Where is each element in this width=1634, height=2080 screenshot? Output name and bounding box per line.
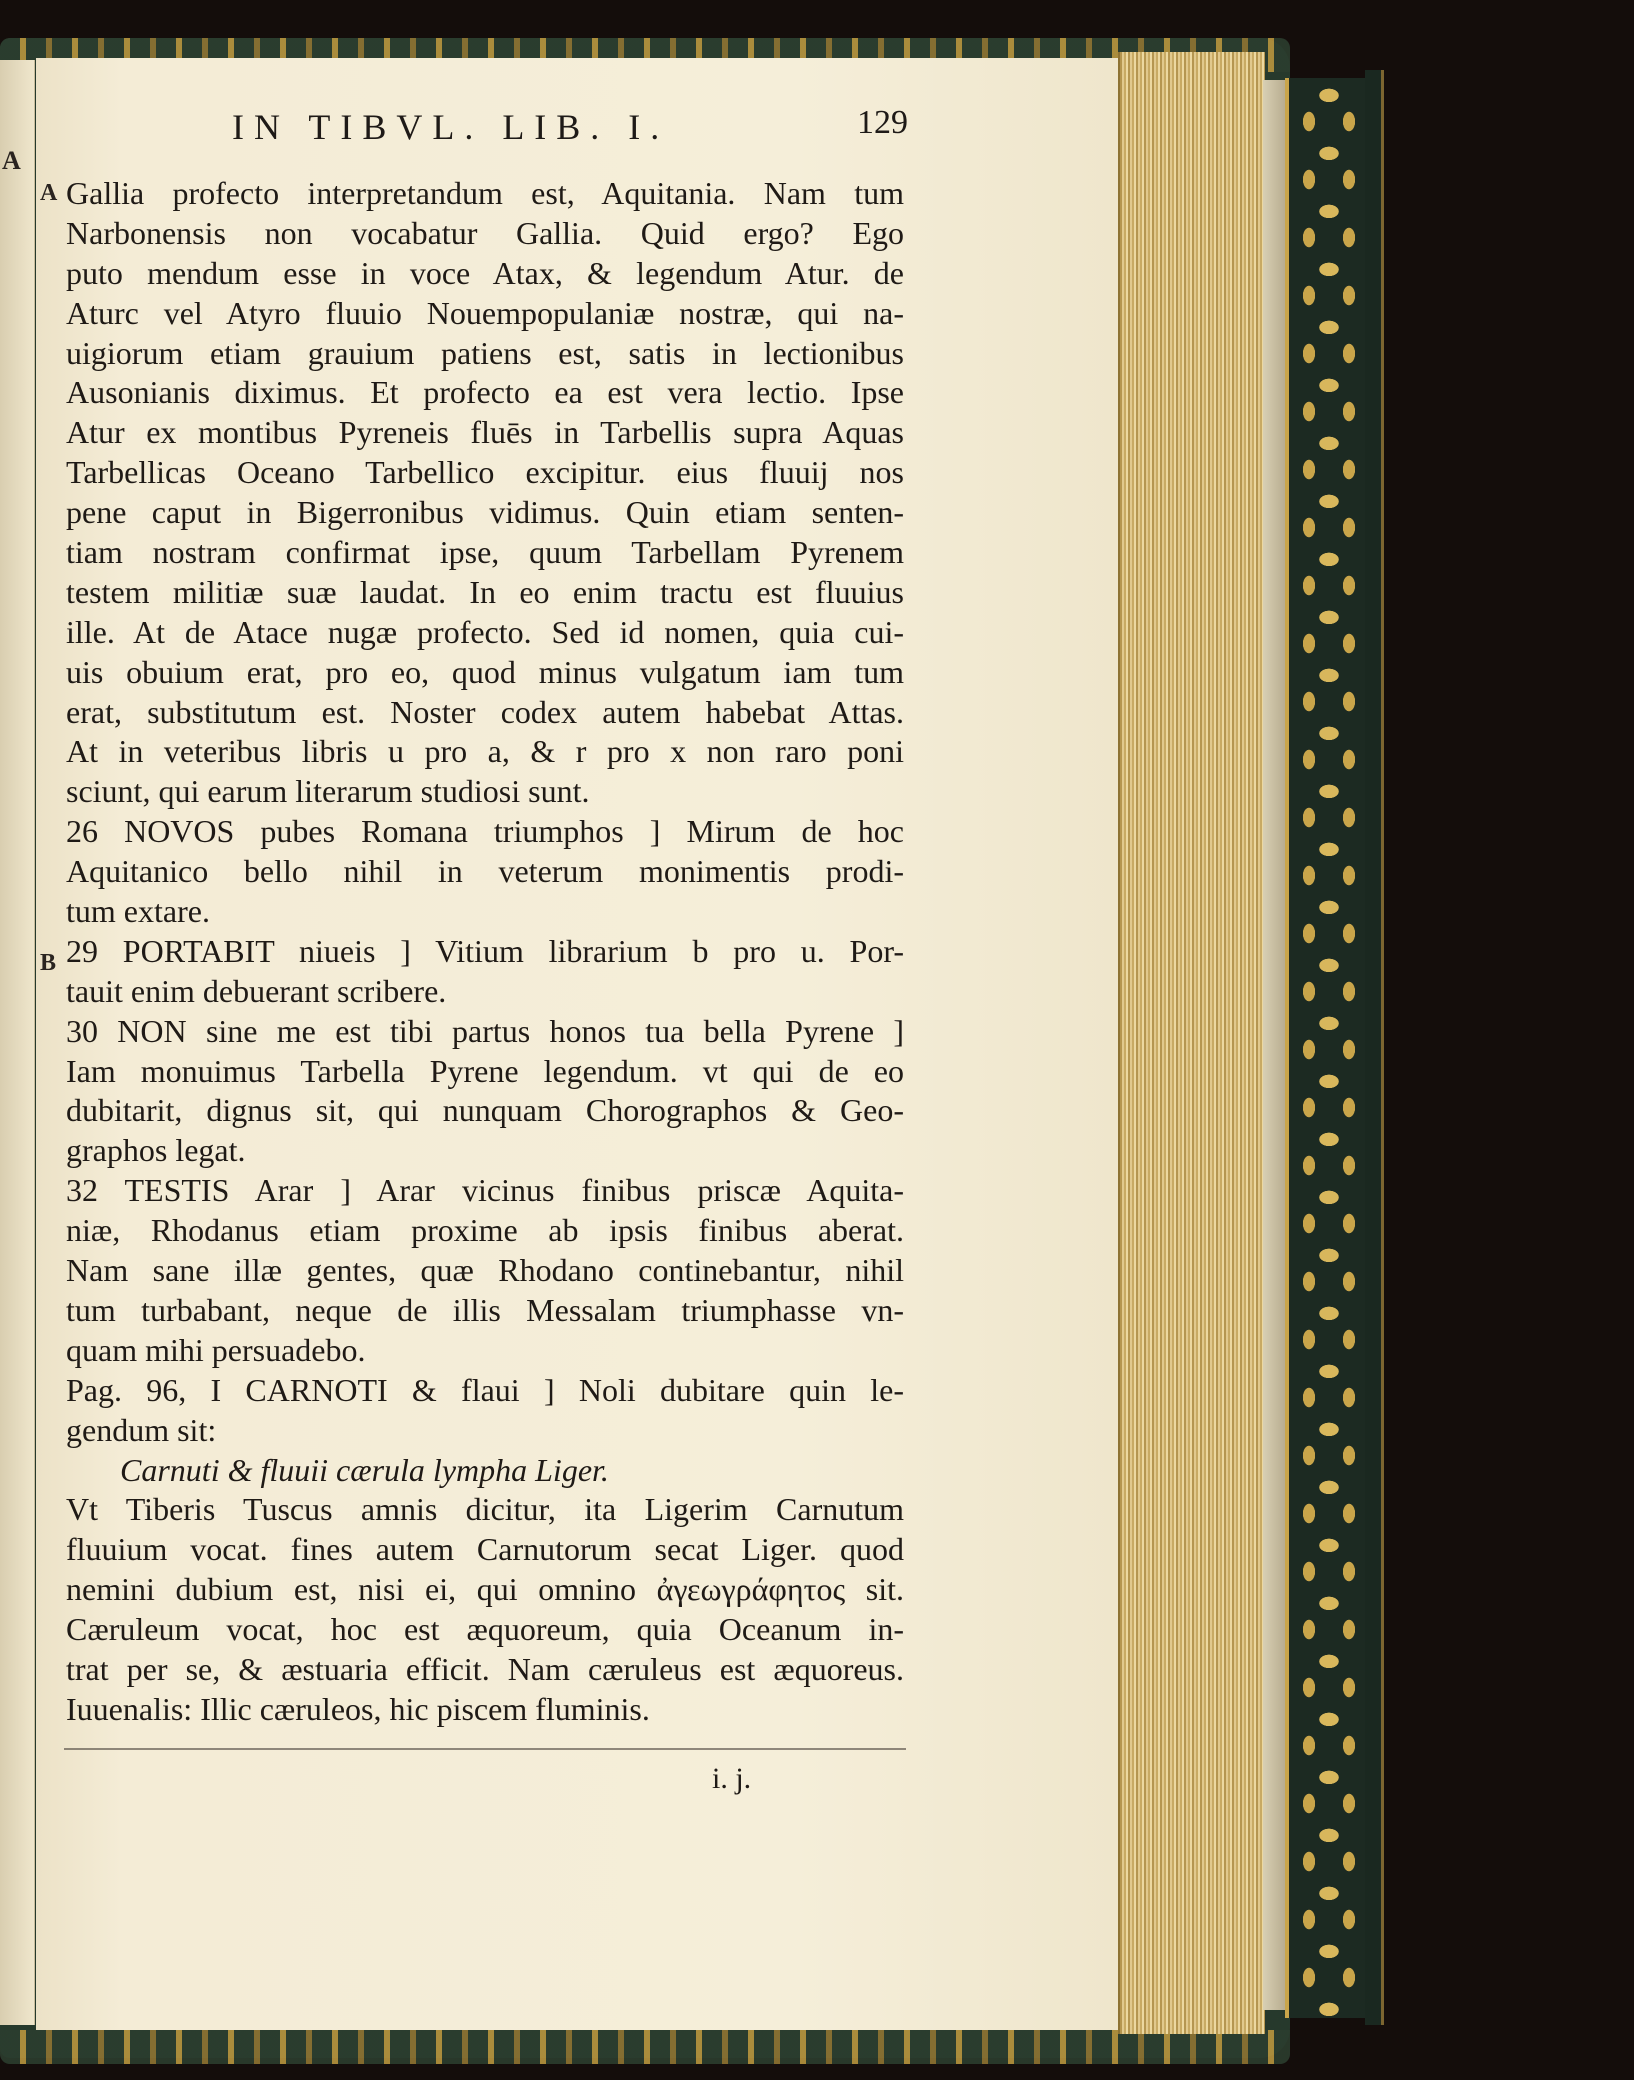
text-line: Aturc vel Atyro fluuio Nouempopulaniæ nostræ, qui na- — [66, 294, 904, 331]
text-line: Iam monuimus Tarbella Pyrene legendum. vt qui de eo — [66, 1052, 904, 1089]
text-line: ille. At de Atace nugæ profecto. Sed id nomen, quia cui- — [66, 613, 904, 650]
text-line: uis obuium erat, pro eo, quod minus vulgatum iam tum — [66, 653, 904, 690]
text-line: niæ, Rhodanus etiam proxime ab ipsis finibus aberat. — [66, 1212, 904, 1249]
text-line: 32 TESTIS Arar ] Arar vicinus finibus priscæ Aquita- — [66, 1172, 904, 1209]
text-line: Carnuti & fluuii cærula lympha Liger. — [120, 1451, 609, 1488]
text-line: Narbonensis non vocabatur Gallia. Quid ergo? Ego — [66, 214, 904, 251]
text-line: tiam nostram confirmat ipse, quum Tarbellam Pyrenem — [66, 534, 904, 571]
text-line: erat, substitutum est. Noster codex autem habebat Attas. — [66, 693, 904, 730]
page-edge-shadow — [1263, 80, 1285, 2010]
text-line: sciunt, qui earum literarum studiosi sunt. — [66, 773, 590, 810]
cover-gilt-band-bottom — [0, 2030, 1290, 2064]
cover-edge-right — [1365, 70, 1384, 2025]
text-line: 29 PORTABIT niueis ] Vitium librarium b pro u. Por- — [66, 932, 904, 969]
page-number: 129 — [857, 104, 908, 141]
text-line: Aquitanico bello nihil in veterum monimentis prodi- — [66, 853, 904, 890]
left-page-edge — [0, 60, 35, 2025]
text-line: nemini dubium est, nisi ei, qui omnino ἀγεωγράφητος sit. — [66, 1571, 904, 1608]
text-line: 26 NOVOS pubes Romana triumphos ] Mirum de hoc — [66, 813, 904, 850]
text-line: Pag. 96, I CARNOTI & flaui ] Noli dubitare quin le- — [66, 1371, 904, 1408]
text-line: testem militiæ suæ laudat. In eo enim tractu est fluuius — [66, 573, 904, 610]
text-line: Ausonianis diximus. Et profecto ea est vera lectio. Ipse — [66, 374, 904, 411]
text-line: puto mendum esse in voce Atax, & legendum Atur. de — [66, 254, 904, 291]
text-line: Vt Tiberis Tuscus amnis dicitur, ita Ligerim Carnutum — [66, 1491, 904, 1528]
text-line: trat per se, & æstuaria efficit. Nam cæruleus est æquoreus. — [66, 1650, 904, 1687]
text-line: tum extare. — [66, 893, 210, 930]
margin-mark-b: B — [40, 950, 57, 976]
text-line: fluuium vocat. fines autem Carnutorum secat Liger. quod — [66, 1531, 904, 1568]
text-line: pene caput in Bigerronibus vidimus. Quin etiam senten- — [66, 494, 904, 531]
left-margin-mark-a: A — [2, 146, 21, 175]
text-line: Iuuenalis: Illic cæruleos, hic piscem fluminis. — [66, 1690, 650, 1727]
text-line: 30 NON sine me est tibi partus honos tua bella Pyrene ] — [66, 1012, 904, 1049]
margin-mark-a: A — [40, 180, 58, 206]
text-line: At in veteribus libris u pro a, & r pro x non raro poni — [66, 733, 904, 770]
bottom-rule — [64, 1748, 906, 1750]
text-line: Nam sane illæ gentes, quæ Rhodano continebantur, nihil — [66, 1252, 904, 1289]
text-line: uigiorum etiam grauium patiens est, satis in lectionibus — [66, 334, 904, 371]
text-line: Gallia profecto interpretandum est, Aquitania. Nam tum — [66, 175, 904, 211]
text-line: tum turbabant, neque de illis Messalam triumphasse vn- — [66, 1291, 904, 1328]
text-line: Atur ex montibus Pyreneis fluēs in Tarbellis supra Aquas — [66, 414, 904, 451]
running-head: IN TIBVL. LIB. I. — [232, 107, 670, 147]
page-fore-edge — [1118, 52, 1265, 2034]
text-line: tauit enim debuerant scribere. — [66, 972, 447, 1009]
gilt-ornament-border — [1285, 78, 1373, 2018]
text-line: graphos legat. — [66, 1132, 246, 1169]
text-line: gendum sit: — [66, 1411, 217, 1448]
text-line: Tarbellicas Oceano Tarbellico excipitur. eius fluuij nos — [66, 454, 904, 491]
text-line: Cæruleum vocat, hoc est æquoreum, quia Oceanum in- — [66, 1611, 904, 1648]
text-line: quam mihi persuadebo. — [66, 1331, 366, 1368]
signature-mark: i. j. — [712, 1762, 752, 1795]
body-text — [66, 174, 904, 1730]
text-line: dubitarit, dignus sit, qui nunquam Chorographos & Geo- — [66, 1092, 904, 1129]
